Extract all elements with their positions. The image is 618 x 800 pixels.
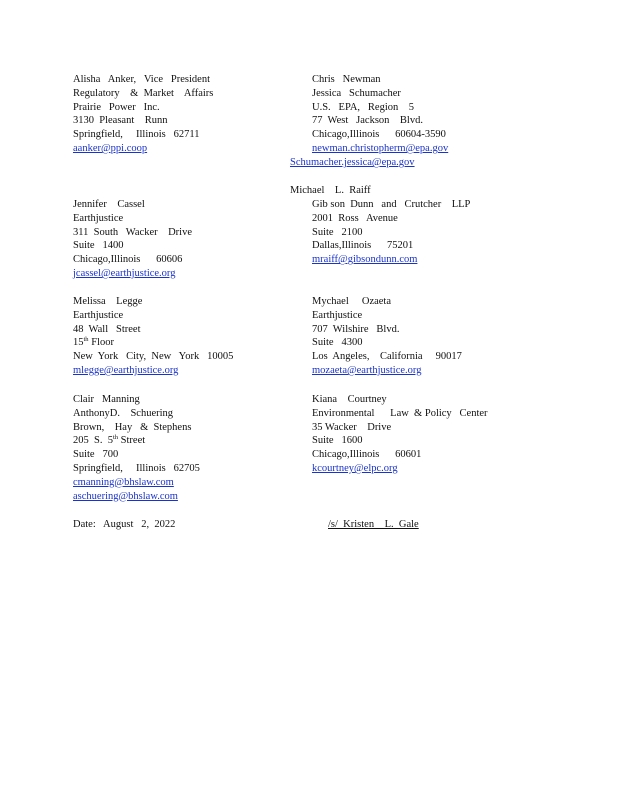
contact-line — [73, 336, 233, 350]
contact-line: Earthjustice — [73, 212, 124, 224]
contact-line: Environmental Law & Policy Center — [312, 407, 488, 419]
contact-block-bhslaw — [73, 393, 200, 503]
contact-block-courtney — [312, 393, 488, 476]
contact-block-raiff — [290, 184, 371, 198]
contact-line: U.S. EPA, Region 5 — [312, 101, 415, 113]
contact-line: Michael L. Raiff — [290, 185, 371, 196]
contact-line: Gib son Dunn and Crutcher LLP — [312, 199, 471, 210]
email-link[interactable]: mlegge@earthjustice.org — [73, 364, 179, 376]
contact-line: Earthjustice — [73, 309, 124, 321]
contact-block-raiff-body — [312, 198, 470, 267]
contact-line: 77 West Jackson Blvd. — [312, 115, 423, 127]
contact-line: Kiana Courtney — [312, 394, 387, 405]
contact-line: Alisha Anker, Vice President — [73, 74, 210, 85]
email-link[interactable]: cmanning@bhslaw.com — [73, 476, 174, 488]
date-line — [73, 518, 175, 532]
email-link[interactable]: newman.christopherm@epa.gov — [312, 142, 449, 154]
contact-line: Chicago,Illinois 60604-3590 — [312, 129, 446, 141]
contact-line: Jennifer Cassel — [73, 199, 145, 210]
ordinal-suffix: th — [112, 434, 119, 442]
contact-line: 3130 Pleasant Runn — [73, 115, 168, 127]
contact-line: AnthonyD. Schuering — [73, 407, 174, 419]
contact-block-cassel — [73, 198, 192, 281]
contact-line: Los Angeles, California 90017 — [312, 351, 462, 363]
contact-line: 707 Wilshire Blvd. — [312, 323, 400, 335]
signature-text: /s/ Kristen L. Gale — [328, 519, 419, 530]
street-number: 205 S. 5 — [73, 435, 113, 447]
contact-line: New York City, New York 10005 — [73, 351, 234, 363]
contact-block-epa — [312, 73, 448, 156]
contact-line: Springfield, Illinois 62705 — [73, 462, 200, 474]
contact-line: Chicago,Illinois 60601 — [312, 449, 422, 461]
contact-line: 48 Wall Street — [73, 323, 141, 335]
contact-line: Brown, Hay & Stephens — [73, 421, 192, 433]
email-link[interactable]: kcourtney@elpc.org — [312, 462, 398, 474]
contact-line: Regulatory & Market Affairs — [73, 87, 214, 99]
street-label: Street — [118, 435, 146, 447]
email-line — [290, 156, 415, 170]
email-link[interactable]: Schumacher.jessica@epa.gov — [290, 157, 415, 168]
contact-line: Suite 1600 — [312, 435, 363, 447]
email-link[interactable]: aanker@ppi.coop — [73, 142, 148, 154]
contact-line: Dallas,Illinois 75201 — [312, 240, 414, 252]
contact-line: Chicago,Illinois 60606 — [73, 254, 183, 266]
ordinal-suffix: th — [83, 336, 89, 344]
contact-block-ozaeta — [312, 295, 462, 378]
email-link[interactable]: aschuering@bhslaw.com — [73, 490, 178, 502]
contact-line: Chris Newman — [312, 74, 381, 85]
contact-line: Springfield, Illinois 62711 — [73, 129, 200, 141]
contact-line: Suite 700 — [73, 449, 119, 461]
contact-line: Mychael Ozaeta — [312, 296, 392, 307]
floor-label: Floor — [88, 337, 114, 349]
contact-line — [73, 434, 200, 448]
contact-line: Suite 2100 — [312, 226, 363, 238]
date-text: Date: August 2, 2022 — [73, 519, 176, 530]
contact-line: Jessica Schumacher — [312, 87, 401, 99]
contact-line: Melissa Legge — [73, 296, 143, 307]
contact-line: Suite 1400 — [73, 240, 124, 252]
contact-block-legge — [73, 295, 233, 378]
contact-line: 2001 Ross Avenue — [312, 212, 398, 224]
contact-line: 35 Wacker Drive — [312, 421, 392, 433]
contact-line: Suite 4300 — [312, 337, 363, 349]
contact-line: Earthjustice — [312, 309, 363, 321]
signature-line — [328, 518, 419, 532]
contact-line: 311 South Wacker Drive — [73, 226, 193, 238]
email-link[interactable]: mozaeta@earthjustice.org — [312, 364, 422, 376]
email-link[interactable]: mraiff@gibsondunn.com — [312, 254, 418, 266]
floor-number: 15 — [73, 337, 84, 349]
contact-line: Prairie Power Inc. — [73, 101, 160, 113]
email-link[interactable]: jcassel@earthjustice.org — [73, 267, 176, 279]
contact-line: Clair Manning — [73, 394, 140, 405]
contact-block-anker — [73, 73, 213, 156]
